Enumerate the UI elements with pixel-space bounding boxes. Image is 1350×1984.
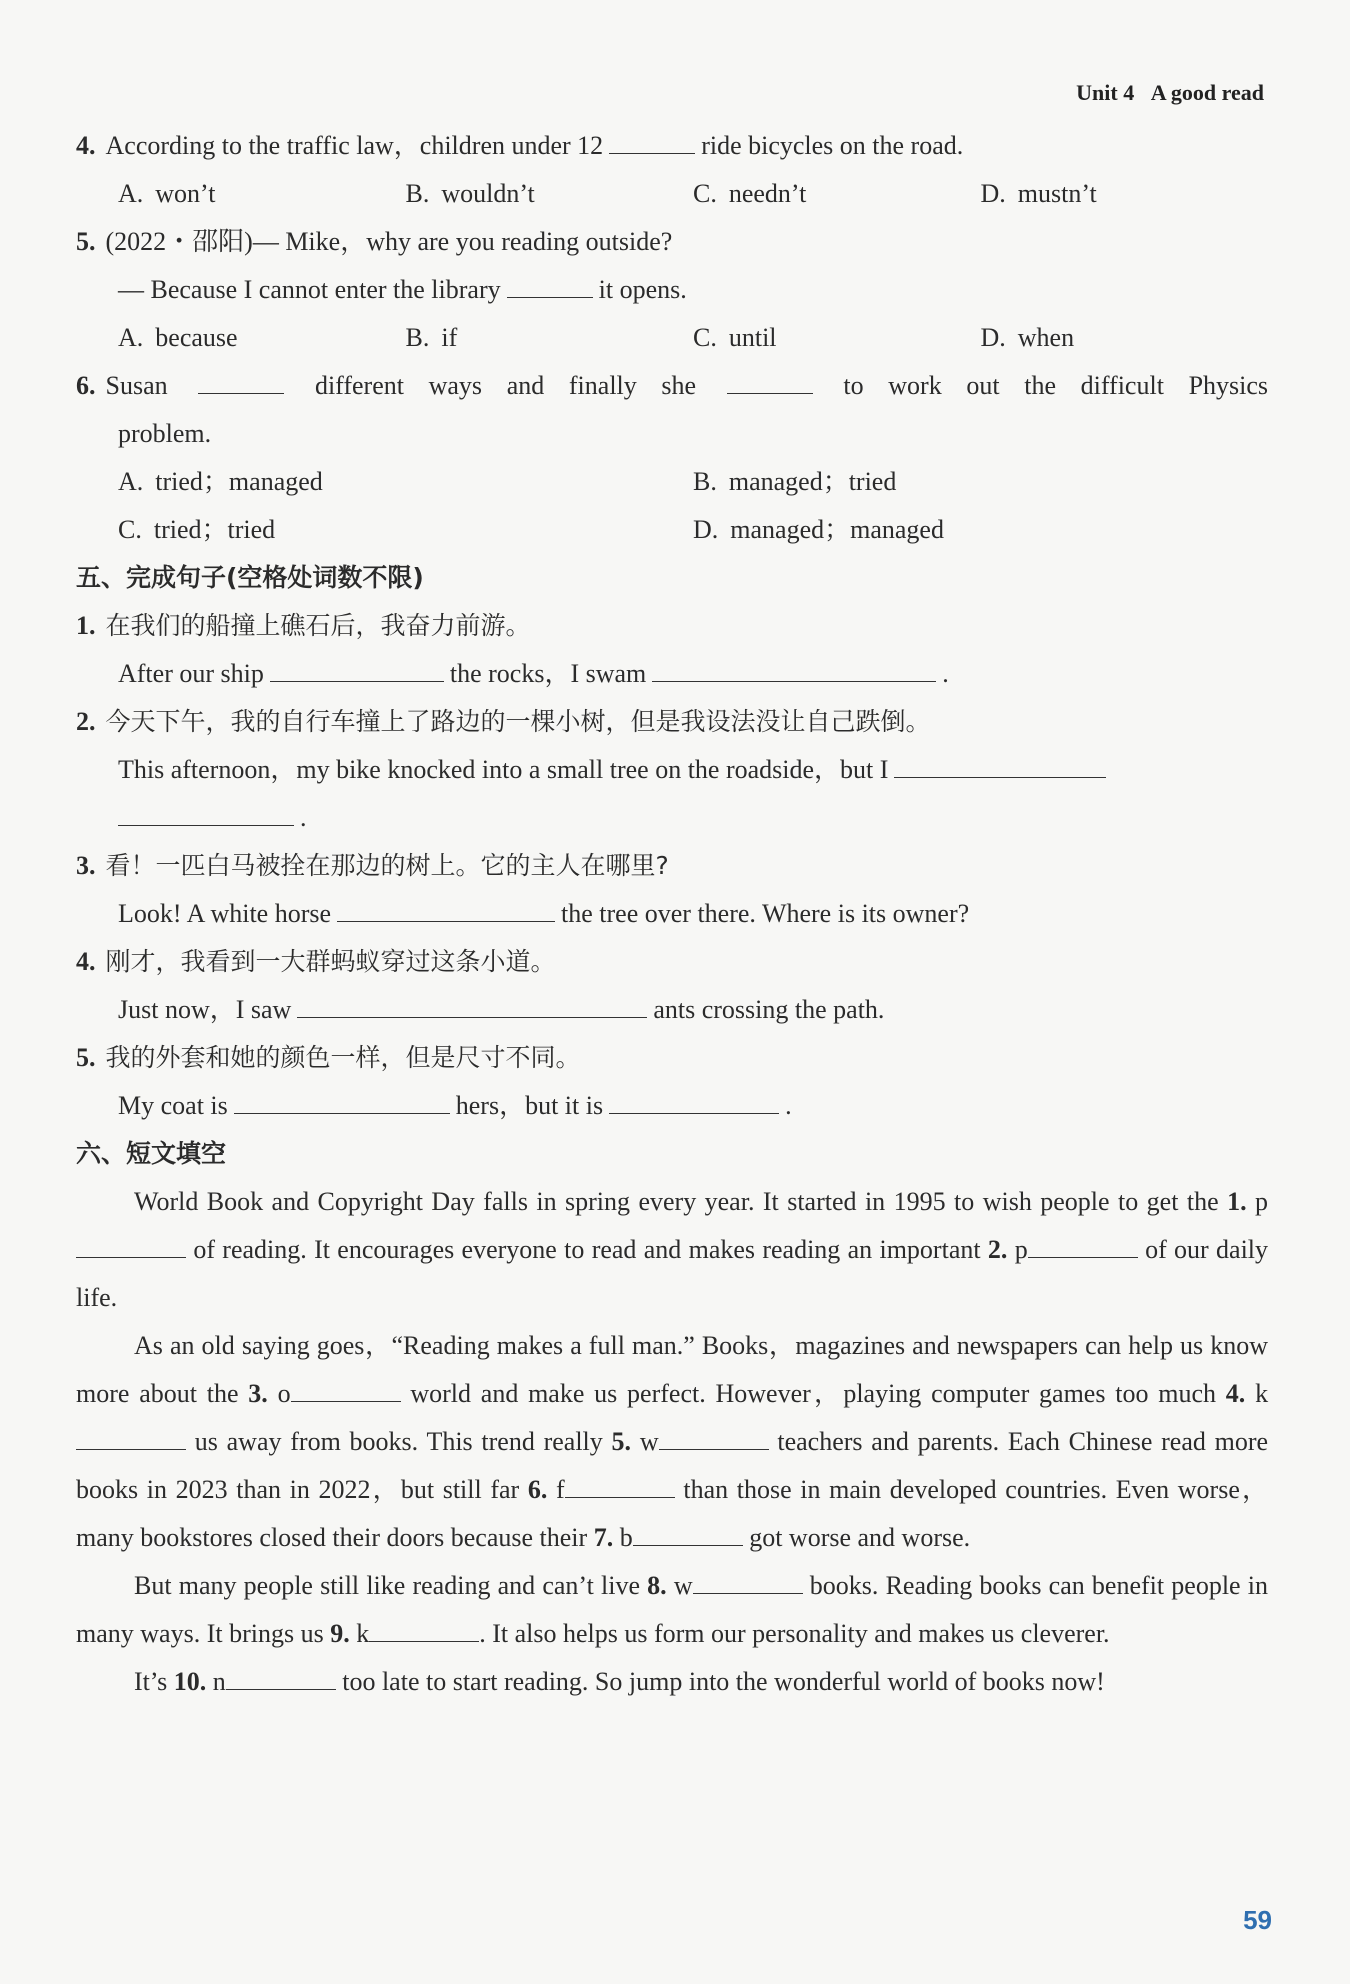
passage-text: of our daily life.	[76, 1235, 1269, 1312]
passage-blank[interactable]	[693, 1563, 803, 1594]
option[interactable]	[693, 458, 1268, 506]
option[interactable]	[118, 170, 406, 218]
question-text: different ways and finally she	[314, 371, 697, 400]
question-text: According to the traffic law，children under 12	[105, 131, 604, 160]
passage-blank[interactable]	[1028, 1227, 1138, 1258]
question-number: 5.	[76, 227, 96, 256]
passage-text: got worse and worse.	[749, 1523, 971, 1552]
passage-text: of reading. It encourages everyone to read and makes reading an important	[193, 1235, 981, 1264]
blank-initial-letter: f	[556, 1475, 565, 1504]
passage-text: As an old saying goes，“Reading makes a full man.” Books，magazines and newspapers can help us know more about the	[76, 1331, 1268, 1408]
option[interactable]	[118, 458, 693, 506]
option-text: tried；tried	[153, 515, 276, 544]
blank-initial-letter: b	[619, 1523, 633, 1552]
option-text: if	[441, 323, 458, 352]
unit-title: A good read	[1150, 80, 1264, 105]
sentence-5-cn	[76, 1034, 1268, 1082]
option[interactable]	[118, 506, 693, 554]
passage-blank[interactable]	[226, 1659, 336, 1690]
option[interactable]	[693, 170, 981, 218]
answer-blank[interactable]	[652, 651, 936, 682]
option-text: managed；managed	[730, 515, 944, 544]
passage-paragraph-1	[76, 1178, 1268, 1322]
sentence-3-cn	[76, 842, 1268, 890]
question-text: — Because I cannot enter the library	[118, 275, 501, 304]
option[interactable]	[118, 314, 406, 362]
answer-blank[interactable]	[609, 1083, 779, 1114]
section-5-title: 五、完成句子(空格处词数不限)	[76, 563, 424, 592]
item-number: 4.	[76, 947, 96, 976]
blank-number: 1.	[1227, 1187, 1247, 1216]
english-text: After our ship	[118, 659, 264, 688]
blank-initial-letter: k	[356, 1619, 370, 1648]
chinese-sentence: 我的外套和她的颜色一样，但是尺寸不同。	[105, 1043, 581, 1072]
passage-paragraph-4	[76, 1658, 1268, 1706]
english-text: .	[300, 803, 307, 832]
sentence-1-en	[76, 650, 1268, 698]
question-6-line2: problem.	[118, 419, 212, 448]
passage-text: than those in main developed countries. Even worse，many bookstores closed their doors because their	[76, 1475, 1269, 1552]
question-text: ride bicycles on the road.	[701, 131, 964, 160]
chinese-sentence: 看！一匹白马被拴在那边的树上。它的主人在哪里?	[105, 851, 669, 880]
passage-blank[interactable]	[633, 1515, 743, 1546]
sentence-2-cn	[76, 698, 1268, 746]
english-text: .	[942, 659, 949, 688]
option-letter: D.	[980, 323, 1006, 352]
blank-initial-letter: p	[1255, 1187, 1268, 1216]
blank-number: 4.	[1225, 1379, 1246, 1408]
item-number: 5.	[76, 1043, 96, 1072]
passage-blank[interactable]	[659, 1419, 769, 1450]
sentence-4-en	[76, 986, 1268, 1034]
content	[76, 122, 1268, 1706]
question-text: Susan	[105, 371, 168, 400]
option-letter: D.	[980, 179, 1006, 208]
passage-text: It’s	[134, 1667, 168, 1696]
english-text: the tree over there. Where is its owner?	[561, 899, 970, 928]
unit-label: Unit 4	[1076, 80, 1135, 105]
question-5-line2	[76, 266, 1268, 314]
option-letter: A.	[118, 467, 144, 496]
english-text: This afternoon，my bike knocked into a small tree on the roadside，but I	[118, 755, 889, 784]
answer-blank[interactable]	[270, 651, 444, 682]
sentence-2-en	[76, 746, 1268, 794]
sentence-3-en	[76, 890, 1268, 938]
option-text: until	[728, 323, 777, 352]
blank-number: 10.	[173, 1667, 207, 1696]
option-letter: C.	[118, 515, 142, 544]
passage-text: teachers and parents. Each Chinese read more books in 2023 than in 2022，but still far	[76, 1427, 1269, 1504]
question-5	[76, 218, 1268, 266]
options-6-row1	[76, 458, 1268, 506]
blank-number: 3.	[248, 1379, 268, 1408]
item-number: 1.	[76, 611, 96, 640]
english-text: hers，but it is	[455, 1091, 604, 1120]
page-number: 59	[1243, 1905, 1272, 1935]
english-text: Just now，I saw	[118, 995, 292, 1024]
sentence-5-en	[76, 1082, 1268, 1130]
passage-text: too late to start reading. So jump into the wonderful world of books now!	[342, 1667, 1105, 1696]
blank-number: 6.	[527, 1475, 548, 1504]
answer-blank[interactable]	[894, 747, 1106, 778]
passage-text: World Book and Copyright Day falls in spring every year. It started in 1995 to wish people to get the	[134, 1187, 1219, 1216]
section-6-title: 六、短文填空	[76, 1139, 227, 1168]
english-text: ants crossing the path.	[653, 995, 885, 1024]
passage-blank[interactable]	[565, 1467, 675, 1498]
passage-blank[interactable]	[291, 1371, 401, 1402]
blank-number: 8.	[647, 1571, 667, 1600]
chinese-sentence: 在我们的船撞上礁石后，我奋力前游。	[105, 611, 531, 640]
option-letter: B.	[405, 323, 430, 352]
blank-initial-letter: p	[1014, 1235, 1028, 1264]
answer-blank[interactable]	[727, 363, 813, 394]
option[interactable]	[981, 314, 1269, 362]
blank-number: 2.	[987, 1235, 1008, 1264]
option-letter: B.	[405, 179, 430, 208]
blank-initial-letter: w	[639, 1427, 659, 1456]
sentence-1-cn	[76, 602, 1268, 650]
answer-blank[interactable]	[118, 795, 294, 826]
question-text: it opens.	[598, 275, 687, 304]
option[interactable]	[693, 314, 981, 362]
question-text: (2022・邵阳)— Mike，why are you reading outside?	[105, 227, 673, 256]
option-text: mustn’t	[1017, 179, 1097, 208]
blank-number: 7.	[593, 1523, 614, 1552]
passage-text: world and make us perfect. However，playing computer games too much	[410, 1379, 1216, 1408]
option-letter: B.	[693, 467, 717, 496]
option[interactable]	[406, 170, 694, 218]
blank-initial-letter: w	[673, 1571, 693, 1600]
chinese-sentence: 今天下午，我的自行车撞上了路边的一棵小树，但是我设法没让自己跌倒。	[105, 707, 931, 736]
option[interactable]	[981, 170, 1269, 218]
option-text: won’t	[155, 179, 216, 208]
option[interactable]	[693, 506, 1268, 554]
answer-blank[interactable]	[234, 1083, 450, 1114]
option-text: needn’t	[728, 179, 807, 208]
passage-blank[interactable]	[369, 1611, 479, 1642]
options-5	[76, 314, 1268, 362]
option-text: managed；tried	[728, 467, 897, 496]
blank-number: 9.	[330, 1619, 350, 1648]
answer-blank[interactable]	[297, 987, 647, 1018]
english-text: Look! A white horse	[118, 899, 332, 928]
passage-blank[interactable]	[76, 1419, 186, 1450]
running-header	[1076, 80, 1264, 106]
option-text: because	[155, 323, 238, 352]
item-number: 3.	[76, 851, 96, 880]
sentence-2-en-line2	[76, 794, 1268, 842]
option-letter: D.	[693, 515, 719, 544]
option-text: wouldn’t	[441, 179, 535, 208]
answer-blank[interactable]	[198, 363, 284, 394]
passage-text: us away from books. This trend really	[194, 1427, 603, 1456]
option-letter: C.	[693, 179, 717, 208]
answer-blank[interactable]	[507, 267, 593, 298]
english-text: .	[785, 1091, 792, 1120]
passage-paragraph-2	[76, 1322, 1268, 1562]
passage-text: But many people still like reading and can’t live	[134, 1571, 640, 1600]
question-number: 4.	[76, 131, 96, 160]
blank-initial-letter: n	[212, 1667, 226, 1696]
passage-blank[interactable]	[76, 1227, 186, 1258]
blank-number: 5.	[611, 1427, 632, 1456]
english-text: the rocks，I swam	[449, 659, 647, 688]
question-text: to work out the difficult Physics	[843, 371, 1269, 400]
blank-initial-letter: k	[1255, 1379, 1269, 1408]
blank-initial-letter: o	[277, 1379, 291, 1408]
options-6-row2	[76, 506, 1268, 554]
english-text: My coat is	[118, 1091, 228, 1120]
option-text: when	[1017, 323, 1075, 352]
option[interactable]	[406, 314, 694, 362]
options-4	[76, 170, 1268, 218]
question-4	[76, 122, 1268, 170]
option-letter: C.	[693, 323, 717, 352]
question-number: 6.	[76, 371, 96, 400]
passage-text: books. Reading books can benefit people in many ways. It brings us	[76, 1571, 1268, 1648]
question-6	[76, 362, 1268, 410]
item-number: 2.	[76, 707, 96, 736]
option-letter: A.	[118, 179, 144, 208]
answer-blank[interactable]	[609, 123, 695, 154]
chinese-sentence: 刚才，我看到一大群蚂蚁穿过这条小道。	[105, 947, 556, 976]
sentence-4-cn	[76, 938, 1268, 986]
answer-blank[interactable]	[337, 891, 555, 922]
passage-paragraph-3	[76, 1562, 1268, 1658]
option-text: tried；managed	[155, 467, 323, 496]
passage-text: . It also helps us form our personality and makes us cleverer.	[479, 1619, 1110, 1648]
option-letter: A.	[118, 323, 144, 352]
